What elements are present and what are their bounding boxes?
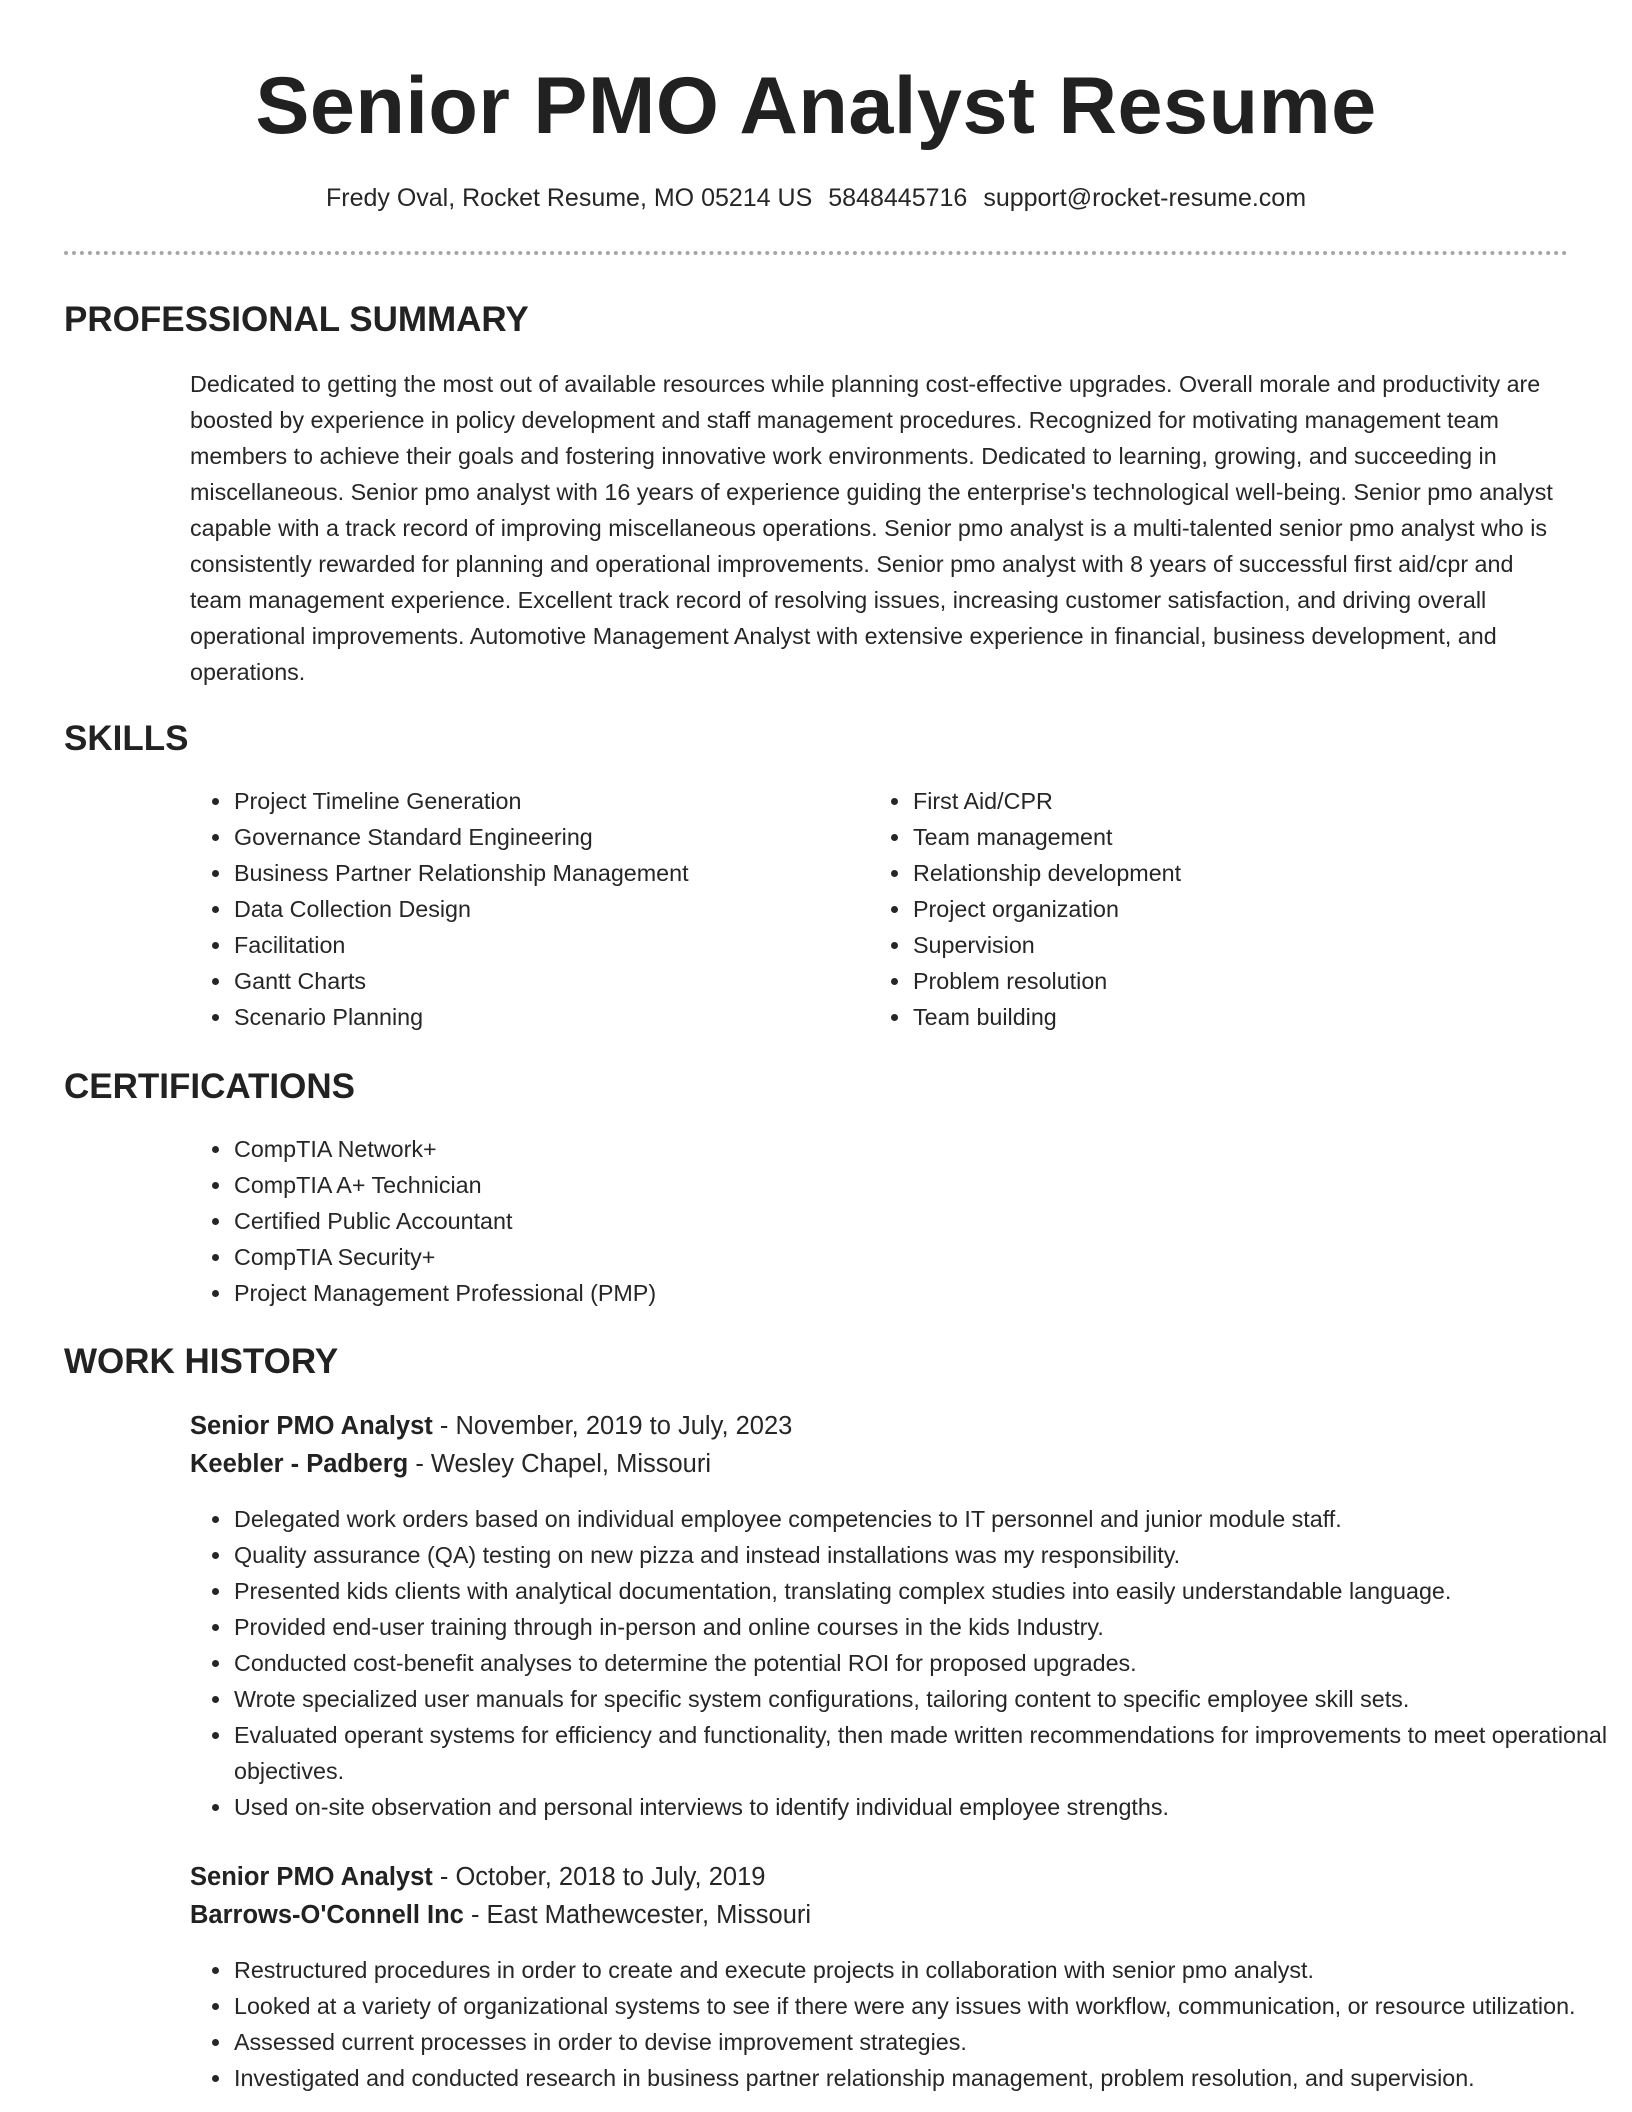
list-item: • Governance Standard Engineering xyxy=(233,819,853,855)
list-item: • CompTIA Security+ xyxy=(233,1239,1533,1275)
list-item: • CompTIA A+ Technician xyxy=(233,1167,1533,1203)
contact-address: Fredy Oval, Rocket Resume, MO 05214 US xyxy=(325,184,813,212)
list-item: • Supervision xyxy=(912,927,1532,963)
list-item: • Used on-site observation and personal interviews to identify individual employee strengths. xyxy=(233,1789,1613,1825)
list-item: • Evaluated operant systems for efficiency and functionality, then made written recommendations for improvements to meet operational objectives. xyxy=(233,1717,1613,1789)
contact-email: support@rocket-resume.com xyxy=(983,184,1307,212)
list-item: • Project organization xyxy=(912,891,1532,927)
list-item: • Gantt Charts xyxy=(233,963,853,999)
list-item: • Scenario Planning xyxy=(233,999,853,1035)
contact-phone: 5848445716 xyxy=(828,184,968,212)
job-title-line xyxy=(190,1858,765,1896)
list-item: • Wrote specialized user manuals for specific system configurations, tailoring content to specific employee skill sets. xyxy=(233,1681,1613,1717)
list-item: • Investigated and conducted research in business partner relationship management, problem resolution, and supervision. xyxy=(233,2060,1613,2096)
list-item: • Business Partner Relationship Management xyxy=(233,855,853,891)
list-item: • Team building xyxy=(912,999,1532,1035)
job-dates: - October, 2018 to July, 2019 xyxy=(432,1863,766,1891)
list-item: • Problem resolution xyxy=(912,963,1532,999)
list-item: • Delegated work orders based on individual employee competencies to IT personnel and junior module staff. xyxy=(233,1501,1613,1537)
list-item: • Facilitation xyxy=(233,927,853,963)
list-item: • First Aid/CPR xyxy=(912,783,1532,819)
job-location: - Wesley Chapel, Missouri xyxy=(408,1450,712,1478)
list-item: • Restructured procedures in order to create and execute projects in collaboration with senior pmo analyst. xyxy=(233,1952,1613,1988)
job-title: Senior PMO Analyst xyxy=(190,1412,433,1440)
summary-text: Dedicated to getting the most out of available resources while planning cost-effective upgrades. Overall morale and productivity are boosted by experience in policy development and staff management procedures. Recognized for motivating management team members to achieve their goals and fostering innovative work environments. Dedicated to learning, growing, and succeeding in miscellaneous. Senior pmo analyst with 16 years of experience guiding the enterprise's technological well-being. Senior pmo analyst capable with a track record of improving miscellaneous operations. Senior pmo analyst is a multi-talented senior pmo analyst who is consistently rewarded for planning and operational improvements. Senior pmo analyst with 8 years of successful first aid/cpr and team management experience. Excellent track record of resolving issues, increasing customer satisfaction, and driving overall operational improvements. Automotive Management Analyst with extensive experience in financial, business development, and operations. xyxy=(190,371,1553,685)
list-item: • Looked at a variety of organizational systems to see if there were any issues with workflow, communication, or resource utilization. xyxy=(233,1988,1613,2024)
job-company-line xyxy=(190,1896,811,1934)
list-item: • Project Management Professional (PMP) xyxy=(233,1275,1533,1311)
job-title: Senior PMO Analyst xyxy=(190,1863,433,1891)
section-title-certifications: CERTIFICATIONS xyxy=(64,1067,356,1106)
skills-list-left xyxy=(190,783,853,1035)
job-title-line xyxy=(190,1407,792,1445)
list-item: • Conducted cost-benefit analyses to determine the potential ROI for proposed upgrades. xyxy=(233,1645,1613,1681)
list-item: • Team management xyxy=(912,819,1532,855)
job-company: Keebler - Padberg xyxy=(190,1450,409,1478)
job-bullets xyxy=(190,1501,1613,1825)
list-item: • Provided end-user training through in-person and online courses in the kids Industry. xyxy=(233,1609,1613,1645)
list-item: • Data Collection Design xyxy=(233,891,853,927)
job-dates: - November, 2019 to July, 2023 xyxy=(432,1412,793,1440)
contact-line xyxy=(0,181,1632,215)
section-title-skills: SKILLS xyxy=(64,719,189,758)
job-company: Barrows-O'Connell Inc xyxy=(190,1901,464,1929)
job-company-line xyxy=(190,1445,711,1483)
job-location: - East Mathewcester, Missouri xyxy=(463,1901,812,1929)
list-item: • Presented kids clients with analytical documentation, translating complex studies into easily understandable language. xyxy=(233,1573,1613,1609)
resume-title: Senior PMO Analyst Resume xyxy=(255,61,1377,151)
list-item: • Project Timeline Generation xyxy=(233,783,853,819)
certifications-list xyxy=(190,1131,1533,1311)
section-title-summary: PROFESSIONAL SUMMARY xyxy=(64,300,529,339)
list-item: • Relationship development xyxy=(912,855,1532,891)
list-item: • Quality assurance (QA) testing on new pizza and instead installations was my responsibility. xyxy=(233,1537,1613,1573)
section-title-work-history: WORK HISTORY xyxy=(64,1342,339,1381)
list-item: • Certified Public Accountant xyxy=(233,1203,1533,1239)
list-item: • Assessed current processes in order to devise improvement strategies. xyxy=(233,2024,1613,2060)
skills-list-right xyxy=(869,783,1532,1035)
job-bullets xyxy=(190,1952,1613,2096)
list-item: • CompTIA Network+ xyxy=(233,1131,1533,1167)
header-divider xyxy=(64,251,1568,255)
